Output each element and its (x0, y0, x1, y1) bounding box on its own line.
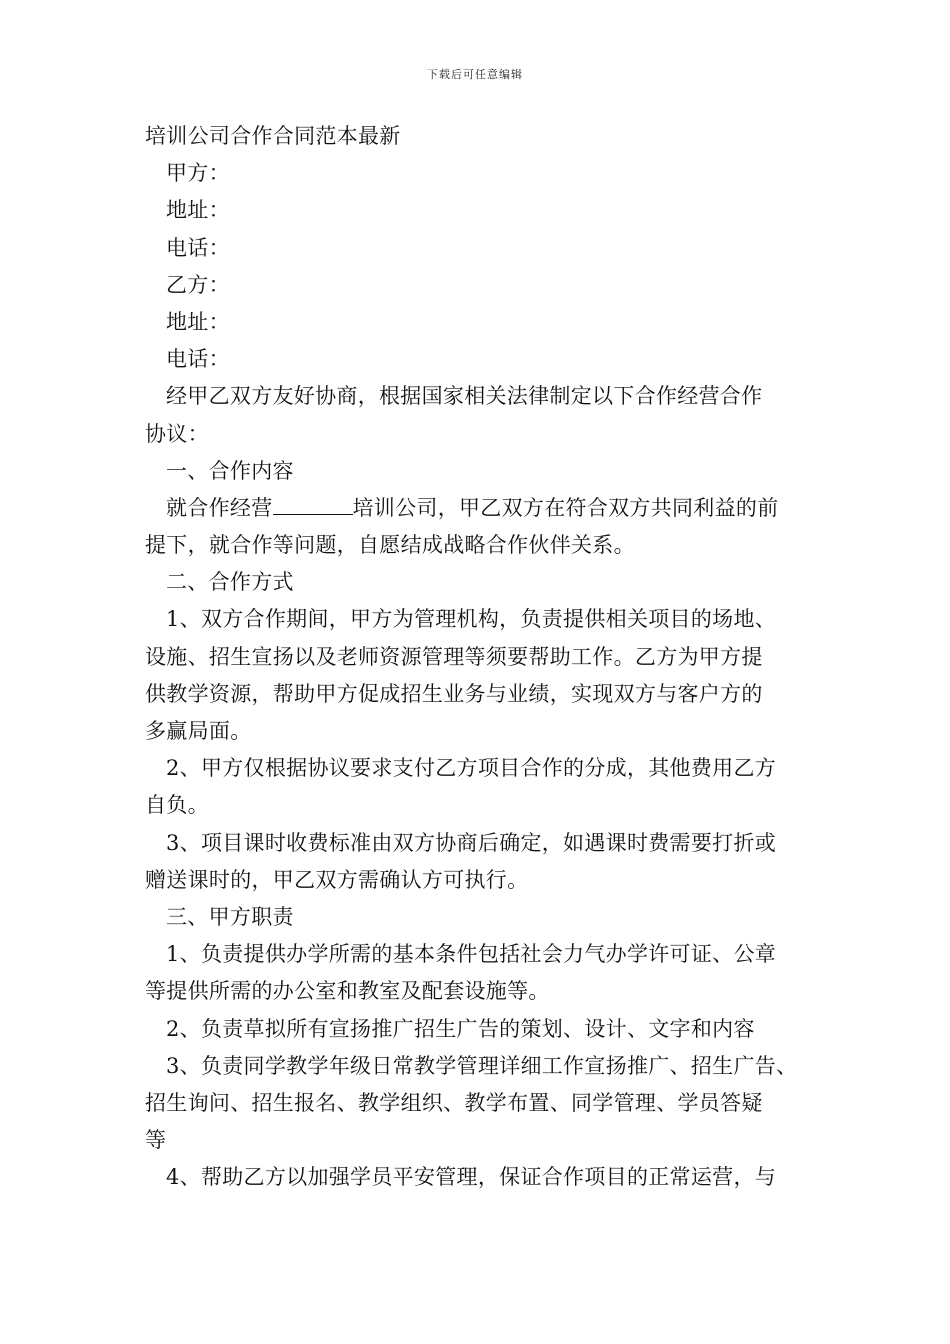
text-fragment: 就合作经营 (166, 495, 273, 520)
paragraph-line: 招生询问、招生报名、教学组织、教学布置、同学管理、学员答疑 (145, 1090, 763, 1115)
paragraph-line: 3、项目课时收费标准由双方协商后确定，如遇课时费需要打折或 (166, 830, 777, 855)
paragraph-line: 1、负责提供办学所需的基本条件包括社会力气办学许可证、公章 (166, 942, 777, 967)
paragraph-line (145, 490, 830, 527)
paragraph-line: 提下，就合作等问题，自愿结成战略合作伙伴关系。 (145, 533, 635, 558)
party-b-address-label: 地址： (166, 309, 230, 334)
party-a-label: 甲方： (166, 161, 230, 186)
section-heading: 一、合作内容 (166, 458, 294, 483)
paragraph-line: 1、双方合作期间，甲方为管理机构，负责提供相关项目的场地、 (166, 607, 777, 632)
document-title: 培训公司合作合同范本最新 (145, 124, 401, 148)
party-a-address-label: 地址： (166, 198, 230, 223)
document-body (145, 118, 830, 1196)
intro-line: 经甲乙双方友好协商，根据国家相关法律制定以下合作经营合作 (166, 384, 763, 409)
paragraph-line: 4、帮助乙方以加强学员平安管理，保证合作项目的正常运营，与 (166, 1165, 777, 1190)
section-heading: 二、合作方式 (166, 570, 294, 595)
party-b-phone-label: 电话： (166, 347, 230, 372)
header-note: 下载后可任意编辑 (427, 68, 523, 81)
intro-line: 协议： (145, 421, 209, 446)
paragraph-line: 设施、招生宣扬以及老师资源管理等须要帮助工作。乙方为甲方提 (145, 644, 763, 669)
paragraph-line: 多赢局面。 (145, 719, 252, 743)
section-heading: 三、甲方职责 (166, 904, 294, 929)
paragraph-line: 供教学资源，帮助甲方促成招生业务与业绩，实现双方与客户方的 (145, 681, 763, 706)
paragraph-line: 自负。 (145, 793, 209, 818)
paragraph-line: 3、负责同学教学年级日常教学管理详细工作宣扬推广、招生广告、 (166, 1053, 798, 1078)
paragraph-line: 2、负责草拟所有宣扬推广招生广告的策划、设计、文字和内容 (166, 1016, 755, 1041)
party-a-phone-label: 电话： (166, 235, 230, 260)
paragraph-line: 等提供所需的办公室和教室及配套设施等。 (145, 979, 550, 1004)
fill-in-blank (273, 494, 353, 515)
paragraph-line: 等 (145, 1128, 167, 1153)
text-fragment: 培训公司，甲乙双方在符合双方共同利益的前 (352, 495, 779, 520)
paragraph-line: 2、甲方仅根据协议要求支付乙方项目合作的分成，其他费用乙方 (166, 756, 777, 781)
party-b-label: 乙方： (166, 272, 230, 297)
paragraph-line: 赠送课时的，甲乙双方需确认方可执行。 (145, 867, 529, 892)
